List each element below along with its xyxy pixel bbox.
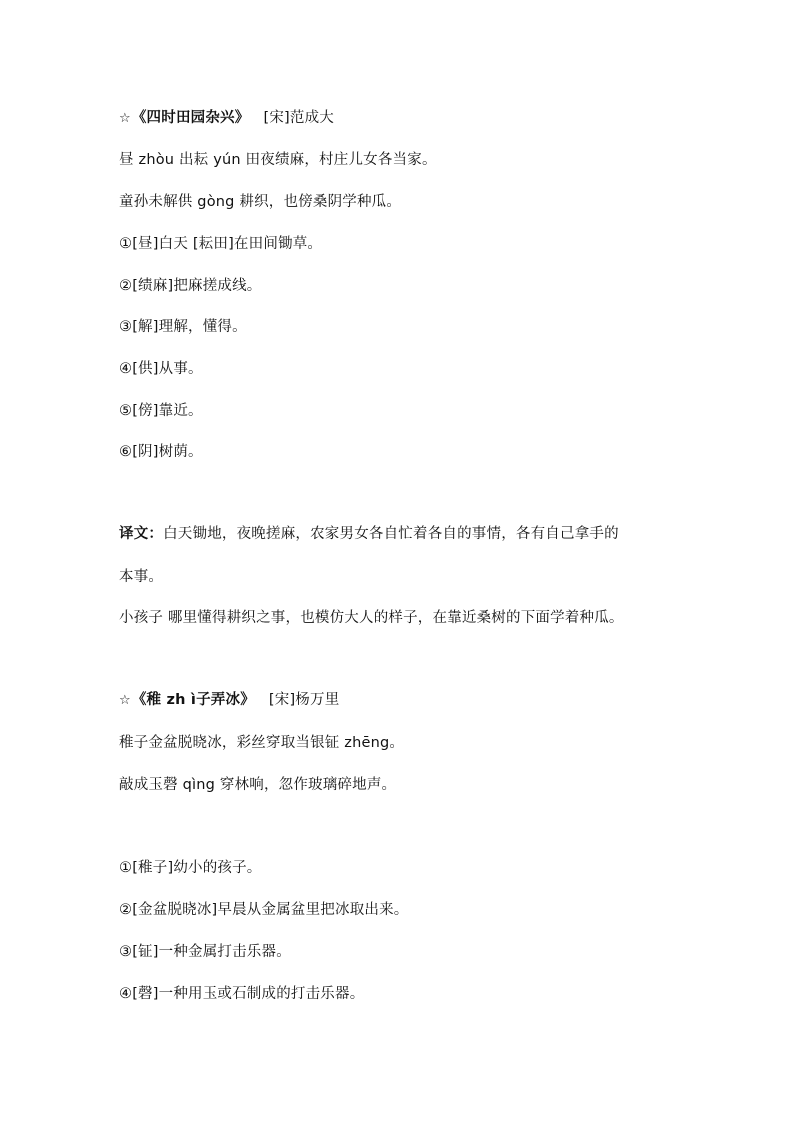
poem-author: [宋]杨万里 [268,692,340,708]
annotation-line: ②[绩麻]把麻搓成线。 [119,278,262,294]
star-icon: ☆ [119,111,131,126]
poem-line: 昼 zhòu 出耘 yún 田夜绩麻，村庄儿女各当家。 [119,152,437,168]
poem-line: 敲成玉磬 qìng 穿林响，忽作玻璃碎地声。 [119,777,397,793]
annotation-line: ③[钲]一种金属打击乐器。 [119,944,291,960]
star-icon: ☆ [119,693,131,708]
poem-author: [宋]范成大 [263,110,334,126]
annotation-line: ③[解]理解，懂得。 [119,319,247,335]
annotation-line: ①[昼]白天 [耘田]在田间锄草。 [119,236,323,252]
translation-line: 小孩子 哪里懂得耕织之事，也模仿大人的样子，在靠近桑树的下面学着种瓜。 [119,610,624,626]
poem-title-line [119,690,339,711]
annotation-line: ④[磬]一种用玉或石制成的打击乐器。 [119,986,365,1002]
poem-title: 《四时田园杂兴》 [131,110,250,126]
poem-title-line [119,108,334,129]
translation-line [119,524,619,544]
poem-title: 《稚 zh ì子弄冰》 [131,692,255,708]
poem-line: 童孙未解供 gòng 耕织，也傍桑阴学种瓜。 [119,194,402,210]
annotation-line: ⑥[阴]树荫。 [119,444,203,460]
annotation-line: ⑤[傍]靠近。 [119,403,203,419]
translation-line: 本事。 [119,569,164,585]
annotation-line: ④[供]从事。 [119,361,203,377]
translation-text: 白天锄地，夜晚搓麻，农家男女各自忙着各自的事情，各有自己拿手的 [163,526,619,542]
translation-label: 译文： [119,526,164,542]
poem-line: 稚子金盆脱晓冰，彩丝穿取当银钲 zhēng。 [119,735,405,751]
annotation-line: ①[稚子]幼小的孩子。 [119,860,262,876]
annotation-line: ②[金盆脱晓冰]早晨从金属盆里把冰取出来。 [119,902,409,918]
